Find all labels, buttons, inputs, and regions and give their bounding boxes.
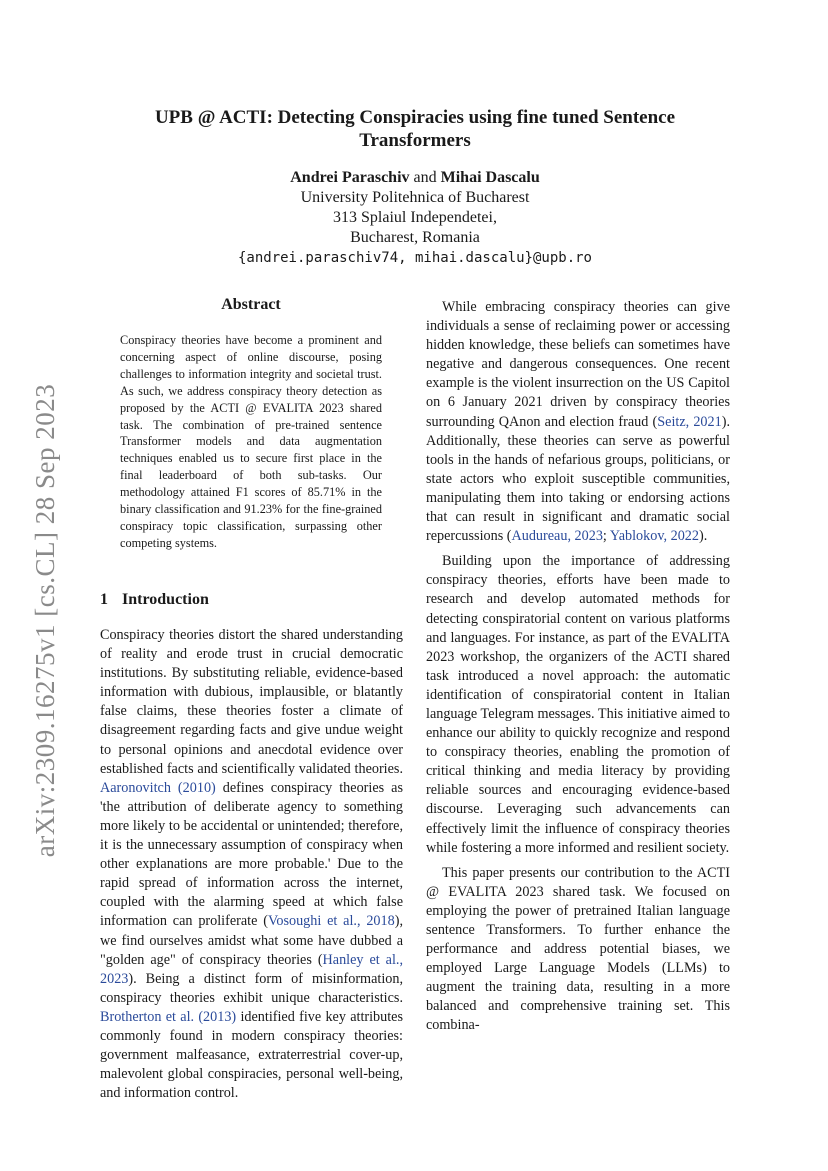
- paragraph: Building upon the importance of addressing conspiracy theories, efforts have been made to research and develop automated methods for detecting conspiratorial content on various platforms and languages. For instance, as part of the EVALITA 2023 workshop, the organizers of the ACTI shared task introduced a novel approach: the automatic identification of conspiratorial content in Italian language Telegram messages. This initiative aimed to enhance our ability to quickly recognize and respond to conspiracy theories, enabling the promotion of critical thinking and media literacy by providing reliable sources and encouraging evidence-based discourse. Leveraging such advancements can effectively limit the influence of conspiracy theories while fostering a more informed and resilient society.: [426, 553, 730, 856]
- citation-link[interactable]: Aaronovitch (2010): [100, 779, 216, 796]
- citation-link[interactable]: Brotherton et al. (2013): [100, 1008, 237, 1025]
- section-number: 1: [100, 591, 108, 608]
- citation-link[interactable]: Vosoughi et al., 2018: [267, 913, 395, 930]
- abstract-text: Conspiracy theories have become a prominent and concerning aspect of online discourse, posing challenges to information integrity and societal trust. As such, we address conspiracy theory detection as proposed by the ACTI @ EVALITA 2023 shared task. The combination of pre-trained sentence Transformer models and data augmentation techniques enabled us to secure first place in the final leaderboard of both sub-tasks. Our methodology attained F1 scores of 85.71% in the binary classification and 91.23% for the fine-grained conspiracy topic classification, surpassing other competing systems.: [120, 333, 382, 550]
- text-run: ). Being a distinct form of misinformation, conspiracy theories exhibit unique characteristics.: [100, 970, 403, 1006]
- text-run: While embracing conspiracy theories can give individuals a sense of reclaiming power or accessing hidden knowledge, these beliefs can sometimes have negative and dangerous consequences. One recent example is the violent insurrection on the US Capitol on 6 January 2021 driven by conspiracy theories surrounding QAnon and election fraud (: [426, 299, 730, 430]
- section-heading-introduction: [100, 591, 400, 609]
- author-email: {andrei.paraschiv74, mihai.dascalu}@upb.ro: [237, 250, 592, 266]
- affiliation-line: University Politehnica of Bucharest: [300, 189, 530, 206]
- paper-title: UPB @ ACTI: Detecting Conspiracies using fine tuned Sentence Transformers: [154, 107, 676, 151]
- citation-link[interactable]: Audureau, 2023: [511, 528, 603, 545]
- paragraph: [100, 626, 403, 1103]
- left-column-body: [100, 626, 403, 1109]
- author-block: [100, 168, 730, 268]
- text-run: ).: [698, 528, 708, 545]
- author-name: Mihai Dascalu: [440, 169, 540, 186]
- arxiv-identifier: arXiv:2309.16275v1 [cs.CL] 28 Sep 2023: [30, 383, 61, 857]
- paragraph: This paper presents our contribution to the ACTI @ EVALITA 2023 shared task. We focused on employing the power of pretrained Italian language sentence Transformers. To further enhance the performance and address potential biases, we employed Large Language Models (LLMs) to augment the training data, resulting in a more balanced and comprehensive training set. This combina-: [426, 864, 730, 1034]
- author-names: [100, 168, 730, 188]
- citation-link[interactable]: Hanley et al., 2023: [100, 951, 403, 987]
- text-run: defines conspiracy theories as 'the attribution of deliberate agency to something more likely to be accidental or unintended; therefore, it is the unnecessary assumption of conspiracy when other explanations are more probable.' Due to the rapid spread of information across the internet, coupled with the alarming speed at which false information can proliferate (: [100, 779, 403, 930]
- author-name: Andrei Paraschiv: [290, 169, 410, 186]
- text-run: identified five key attributes commonly found in modern conspiracy theories: government malfeasance, extraterrestrial cover-up, malevolent global conspiracies, personal well-being, and information control.: [100, 1008, 403, 1102]
- citation-link[interactable]: Yablokov, 2022: [609, 528, 699, 545]
- paragraph: [426, 298, 730, 546]
- author-conjunction: and: [413, 169, 437, 186]
- text-run: ), we find ourselves amidst what some have dubbed a "golden age" of conspiracy theories (: [100, 913, 403, 968]
- right-column-body: [426, 298, 730, 1042]
- text-run: ;: [602, 528, 610, 545]
- citation-link[interactable]: Seitz, 2021: [657, 413, 722, 430]
- text-run: ). Additionally, these theories can serve as powerful tools in the hands of nefarious groups, politicians, or state actors who exploit susceptible communities, manipulating them into taking or endorsing actions that can result in significant and dramatic social repercussions (: [426, 413, 730, 545]
- abstract-heading: Abstract: [221, 296, 281, 313]
- affiliation-line: 313 Splaiul Independetei,: [333, 209, 497, 226]
- text-run: Conspiracy theories distort the shared understanding of reality and erode trust in crucial democratic institutions. By substituting reliable, evidence-based information with dubious, implausible, or blatantly false claims, these theories foster a climate of disagreement regarding facts and give undue weight to personal opinions and anecdotal evidence over established facts and scientifically validated theories.: [100, 627, 403, 777]
- affiliation-line: Bucharest, Romania: [350, 229, 480, 246]
- section-title: Introduction: [122, 591, 209, 608]
- arxiv-identifier-stamp: [26, 360, 66, 880]
